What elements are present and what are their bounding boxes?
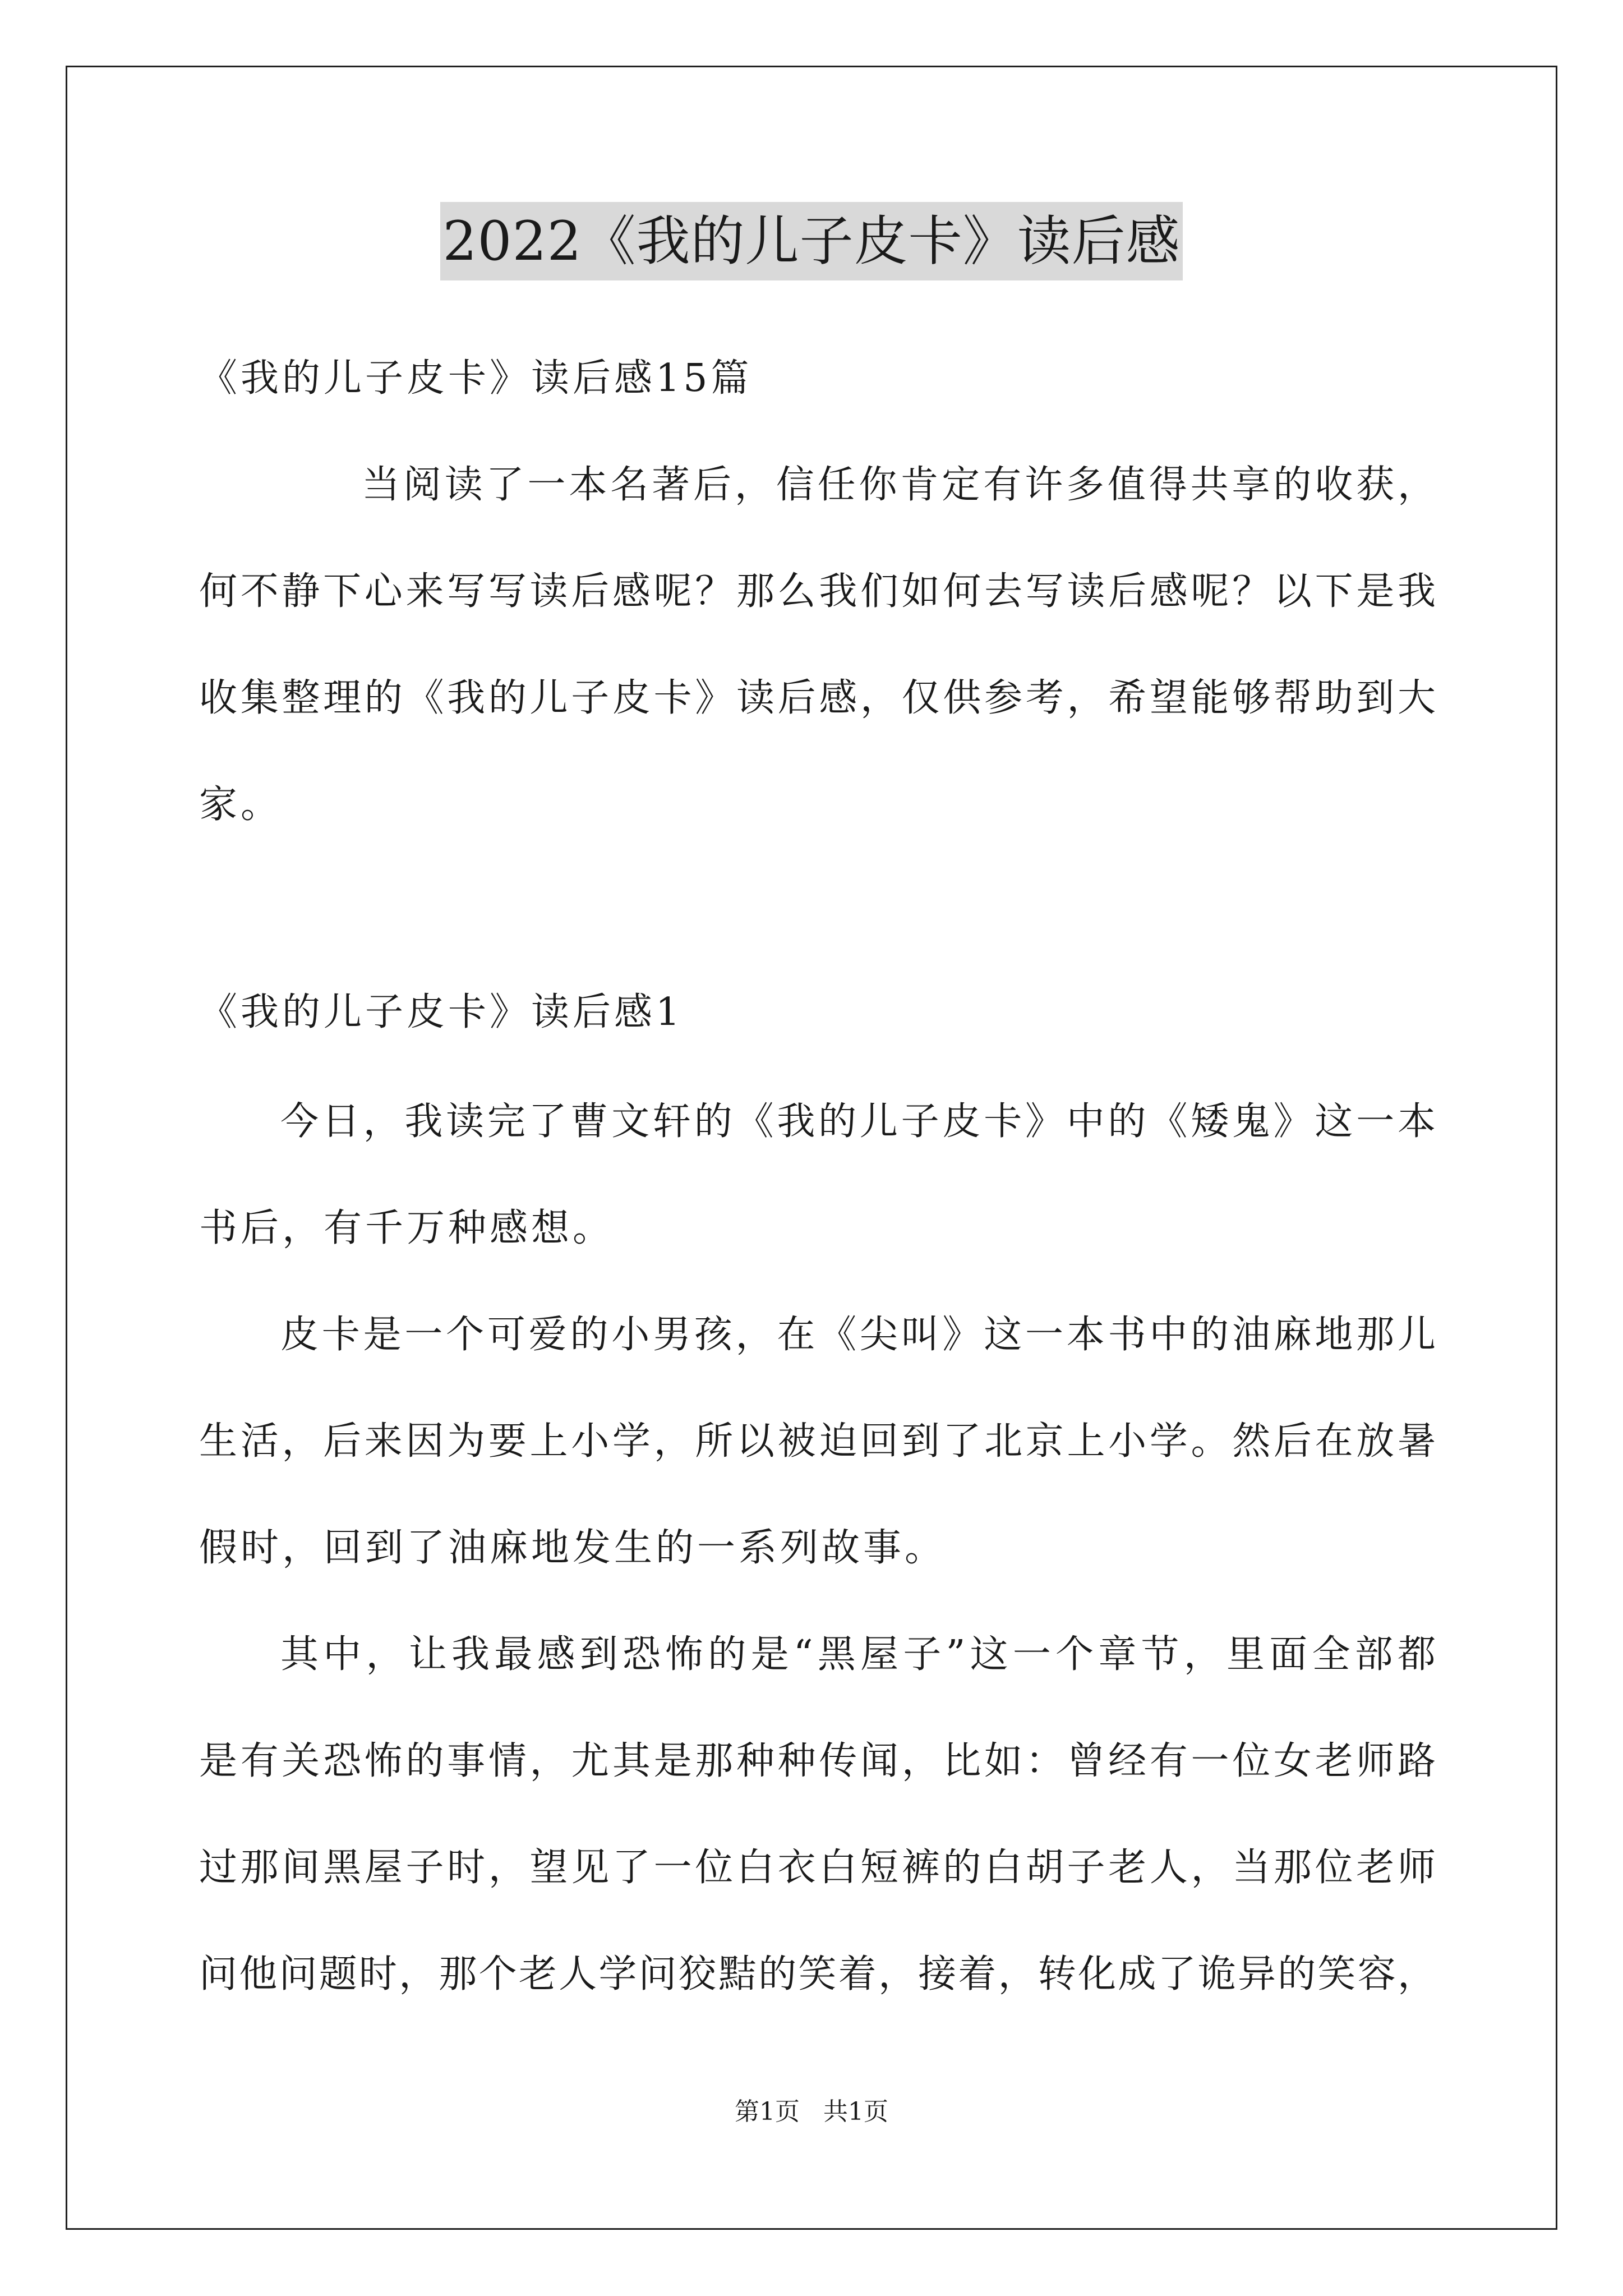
intro-line: 收集整理的《我的儿子皮卡》读后感，仅供参考，希望能够帮助到大 [199,676,1436,720]
body-line: 过那间黑屋子时，望见了一位白衣白短裤的白胡子老人，当那位老师 [199,1846,1436,1890]
title-container [0,202,1623,280]
body-line: 是有关恐怖的事情，尤其是那种种传闻，比如：曾经有一位女老师路 [199,1739,1436,1783]
body-line: 书后，有千万种感想。 [199,1206,615,1250]
body-line: 生活，后来因为要上小学，所以被迫回到了北京上小学。然后在放暑 [199,1419,1436,1464]
body-line: 今日，我读完了曹文轩的《我的儿子皮卡》中的《矮鬼》这一本 [280,1099,1436,1144]
body-line: 其中，让我最感到恐怖的是“黑屋子”这一个章节，里面全部都 [280,1632,1436,1677]
page-number: 第1页 共1页 [735,2097,888,2126]
body-line: 问他问题时，那个老人学问狡黠的笑着，接着，转化成了诡异的笑容， [199,1952,1436,1996]
intro-line: 何不静下心来写写读后感呢？那么我们如何去写读后感呢？以下是我 [199,569,1436,614]
document-subtitle: 《我的儿子皮卡》读后感15篇 [199,356,753,401]
document-title: 2022《我的儿子皮卡》读后感 [440,202,1182,280]
body-line: 皮卡是一个可爱的小男孩，在《尖叫》这一本书中的油麻地那儿 [280,1313,1436,1357]
section-heading: 《我的儿子皮卡》读后感1 [199,990,684,1034]
body-line: 假时，回到了油麻地发生的一系列故事。 [199,1526,947,1570]
intro-line: 家。 [199,783,283,827]
intro-line: 当阅读了一本名著后，信任你肯定有许多值得共享的收获， [362,463,1436,507]
